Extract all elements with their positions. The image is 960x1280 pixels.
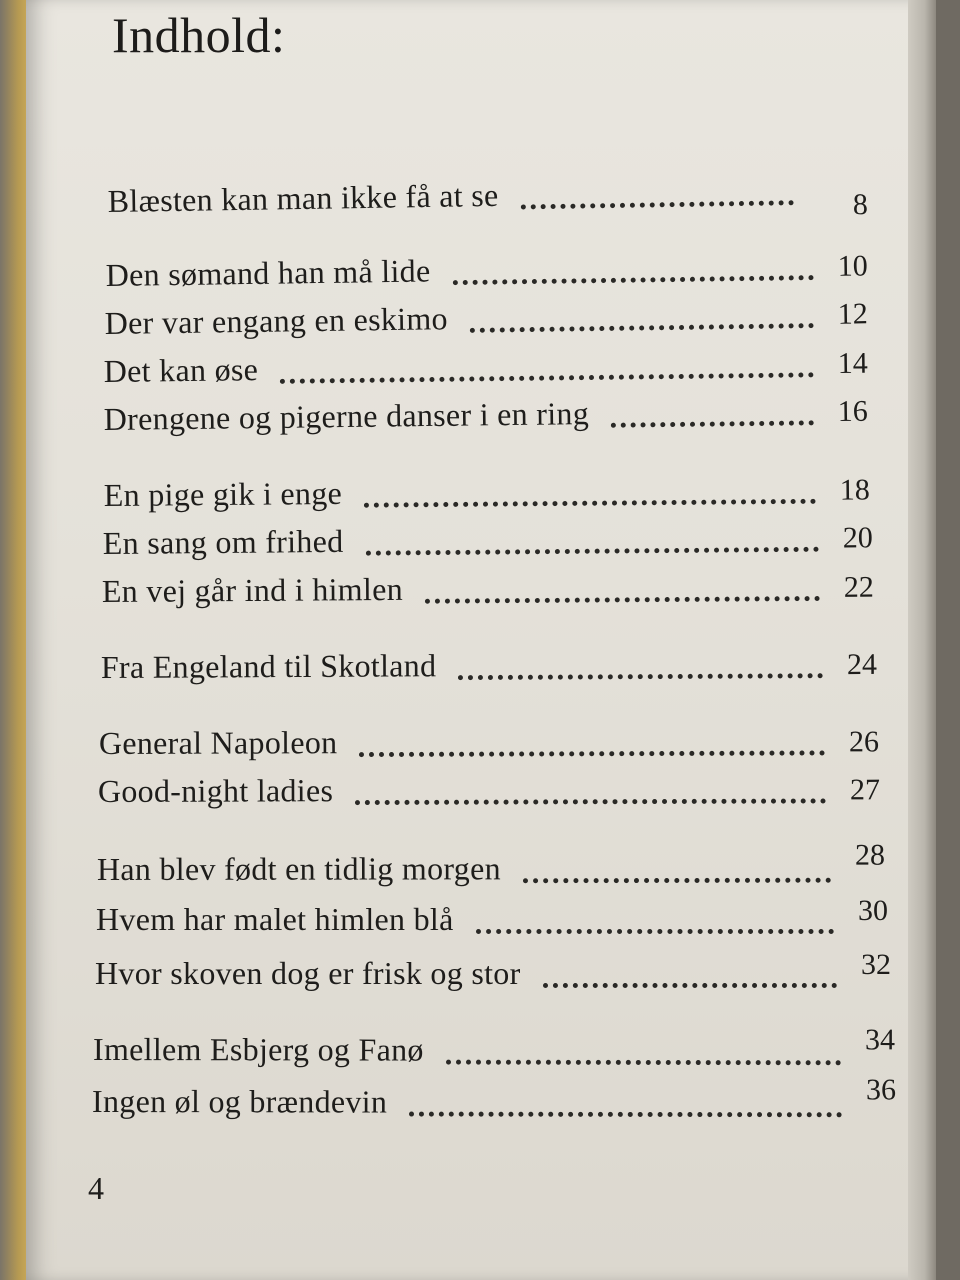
leader-dots <box>446 1032 841 1066</box>
leader-dots <box>470 295 814 333</box>
leader-dots <box>523 850 831 884</box>
toc-entry-page: 26 <box>848 725 879 759</box>
toc-entry-title: En pige gik i enge <box>103 474 343 514</box>
toc-entry <box>101 638 877 686</box>
toc-entry <box>95 948 891 992</box>
toc-entry <box>103 385 867 438</box>
toc-entry <box>96 894 888 938</box>
toc-entry <box>99 715 879 762</box>
toc-entry <box>93 1024 895 1069</box>
toc-entry-page: 12 <box>837 297 868 331</box>
toc-entry-page: 14 <box>837 346 868 381</box>
toc-entry <box>105 239 868 294</box>
toc-entry <box>96 838 885 888</box>
toc-entry-page: 30 <box>858 894 888 927</box>
toc-entry <box>98 763 880 810</box>
toc-entry-title: Fra Engeland til Skotland <box>100 647 437 685</box>
toc-entry-page: 10 <box>837 249 868 283</box>
toc-entry-page: 8 <box>852 188 869 222</box>
leader-dots <box>409 1084 842 1118</box>
toc-entry-page: 36 <box>866 1073 897 1107</box>
toc-entry <box>104 287 868 342</box>
toc-entry-title: Hvor skoven dog er frisk og stor <box>95 955 521 991</box>
toc-entry <box>107 164 868 220</box>
toc-entry-title: En vej går ind i himlen <box>101 570 404 609</box>
toc-entry <box>92 1073 897 1121</box>
toc-entry-page: 34 <box>865 1023 896 1057</box>
toc-entry-title: General Napoleon <box>98 724 338 761</box>
leader-dots <box>425 568 820 604</box>
toc-entry-title: Hvem har malet himlen blå <box>96 901 454 937</box>
leader-dots <box>458 645 823 680</box>
toc-entry-title: Det kan øse <box>103 351 259 390</box>
toc-entry-title: En sang om frihed <box>102 522 344 562</box>
toc-entry <box>103 337 867 390</box>
leader-dots <box>476 901 834 934</box>
toc-entry-title: Drengene og pigerne danser i en ring <box>103 395 590 438</box>
toc-entry-page: 24 <box>846 647 877 682</box>
leader-dots <box>452 247 814 285</box>
leader-dots <box>365 519 819 556</box>
toc-entry-page: 28 <box>854 838 885 872</box>
toc-entry-title: Ingen øl og brændevin <box>92 1083 388 1120</box>
toc-entry-title: Der var engang en eskimo <box>104 300 449 342</box>
toc-entry-page: 22 <box>843 570 874 604</box>
toc-entry-title: Blæsten kan man ikke få at se <box>107 176 499 220</box>
leader-dots <box>355 770 826 805</box>
leader-dots <box>611 392 814 427</box>
leader-dots <box>520 172 794 209</box>
page-title: Indhold: <box>112 7 286 63</box>
toc-entry-page: 20 <box>842 521 873 555</box>
leader-dots <box>543 955 837 988</box>
toc-entry <box>102 561 874 610</box>
toc-entry-title: Han blev født en tidlig morgen <box>96 850 501 887</box>
toc-entry-title: Good-night ladies <box>97 772 334 809</box>
toc-entry <box>103 511 873 562</box>
page-number: 4 <box>88 1170 104 1206</box>
toc-entry-page: 18 <box>839 473 870 507</box>
leader-dots <box>359 722 825 757</box>
toc-entry <box>104 463 870 514</box>
toc-entry-title: Den sømand han må lide <box>105 252 431 294</box>
toc-entry-title: Imellem Esbjerg og Fanø <box>93 1031 424 1068</box>
toc-entry-page: 16 <box>837 394 868 429</box>
toc-entry-page: 32 <box>861 948 891 981</box>
toc-entry-page: 27 <box>849 773 880 807</box>
leader-dots <box>280 344 814 384</box>
leader-dots <box>364 471 816 508</box>
